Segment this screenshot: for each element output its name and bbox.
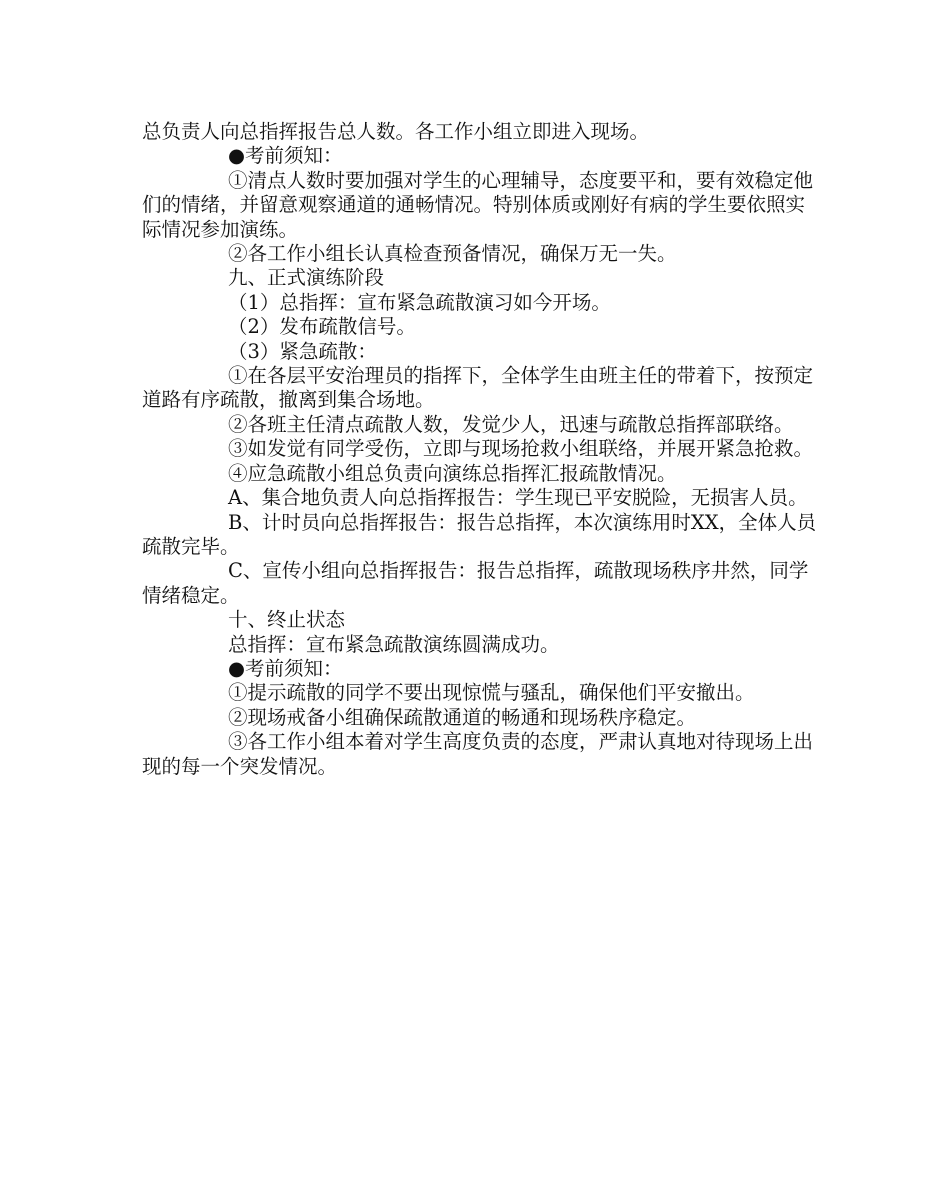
paragraph: B、计时员向总指挥报告：报告总指挥，本次演练用时XX，全体人员疏散完毕。 [142,510,817,558]
paragraph: ③各工作小组本着对学生高度负责的态度，严肃认真地对待现场上出现的每一个突发情况。 [142,730,814,778]
paragraph: ②各工作小组长认真检查预备情况，确保万无一失。 [228,242,677,266]
paragraph: ●考前须知： [228,144,343,168]
paragraph: A、集合地负责人向总指挥报告：学生现已平安脱险，无损害人员。 [228,486,808,510]
paragraph: ●考前须知： [228,656,343,680]
paragraph: ①清点人数时要加强对学生的心理辅导，态度要平和，要有效稳定他们的情绪，并留意观察通道的通畅情况。特别体质或刚好有病的学生要依照实际情况参加演练。 [142,168,814,241]
paragraph: ②各班主任清点疏散人数，发觉少人，迅速与疏散总指挥部联络。 [228,412,794,436]
paragraph: （1）总指挥：宣布紧急疏散演习如今开场。 [228,290,611,314]
paragraph: ②现场戒备小组确保疏散通道的畅通和现场秩序稳定。 [228,705,697,729]
paragraph: ③如发觉有同学受伤，立即与现场抢救小组联络，并展开紧急抢救。 [228,437,814,461]
paragraph: （3）紧急疏散： [228,339,377,363]
section-heading: 九、正式演练阶段 [228,266,385,290]
paragraph: （2）发布疏散信号。 [228,315,416,339]
document-body [142,120,824,779]
paragraph: ④应急疏散小组总负责向演练总指挥汇报疏散情况。 [228,461,677,485]
paragraph: 总指挥：宣布紧急疏散演练圆满成功。 [228,632,560,656]
paragraph: ①提示疏散的同学不要出现惊慌与骚乱，确保他们平安撤出。 [228,681,755,705]
section-heading: 十、终止状态 [228,608,346,632]
paragraph: C、宣传小组向总指挥报告：报告总指挥，疏散现场秩序井然，同学情绪稳定。 [142,559,809,607]
paragraph: ①在各层平安治理员的指挥下，全体学生由班主任的带着下，按预定道路有序疏散，撤离到集合场地。 [142,364,814,412]
paragraph: 总负责人向总指挥报告总人数。各工作小组立即进入现场。 [142,120,650,143]
